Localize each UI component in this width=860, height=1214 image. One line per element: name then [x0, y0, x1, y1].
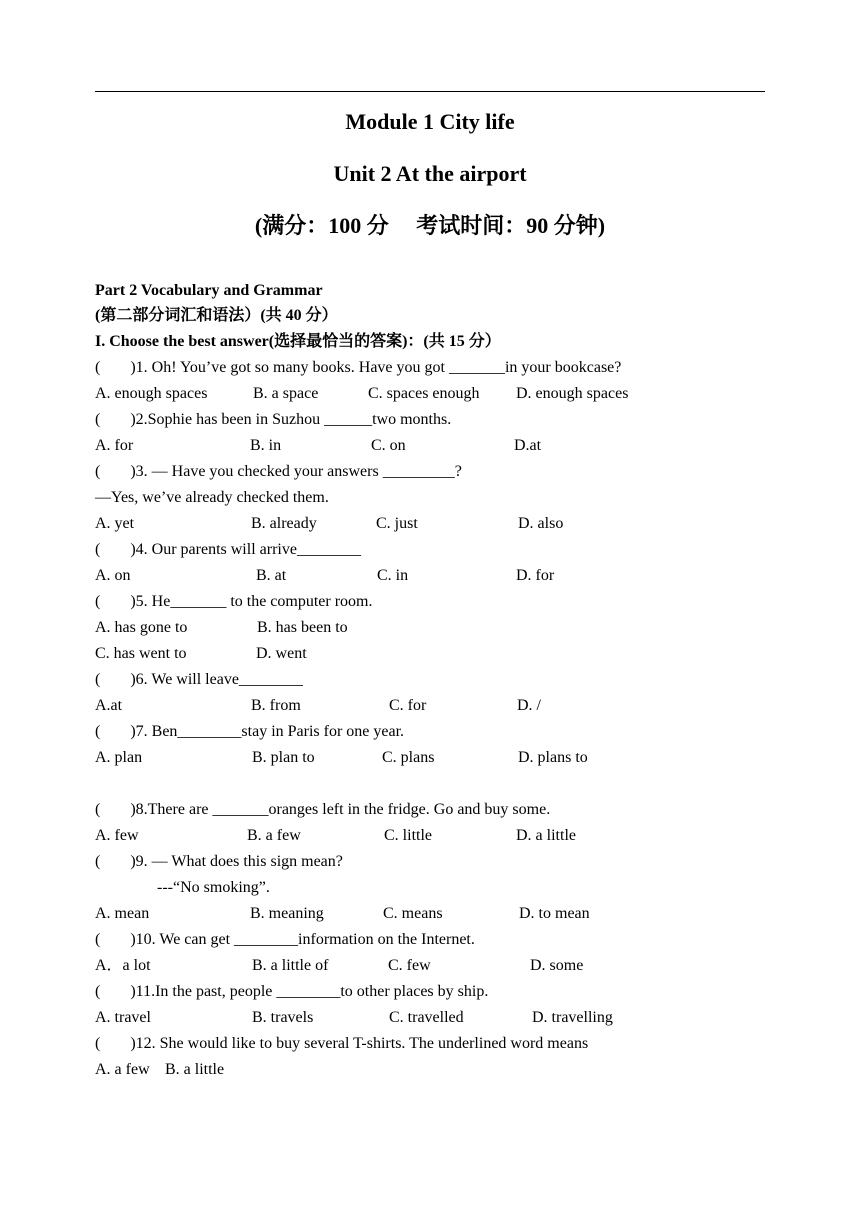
q5-option-c[interactable]: C. has went to	[95, 645, 187, 662]
q10-option-d[interactable]: D. some	[530, 957, 584, 974]
q11-option-c[interactable]: C. travelled	[389, 1009, 464, 1026]
q1-option-b[interactable]: B. a space	[253, 385, 319, 402]
q11-option-a[interactable]: A. travel	[95, 1009, 151, 1026]
q7-option-d[interactable]: D. plans to	[518, 749, 588, 766]
q1-option-c[interactable]: C. spaces enough	[368, 385, 480, 402]
q1-option-d[interactable]: D. enough spaces	[516, 385, 629, 402]
q6-option-d[interactable]: D. /	[517, 697, 541, 714]
q8-option-b[interactable]: B. a few	[247, 827, 301, 844]
q2-option-d[interactable]: D.at	[514, 437, 542, 454]
q9-option-c[interactable]: C. means	[383, 905, 443, 922]
q6-option-c[interactable]: C. for	[389, 697, 427, 714]
q10-option-c[interactable]: C. few	[388, 957, 431, 974]
q9-option-b[interactable]: B. meaning	[250, 905, 324, 922]
q12-option-a[interactable]: A. a few	[95, 1061, 150, 1078]
question-9: ( )9. — What does this sign mean?	[95, 853, 343, 870]
q9-reply: ---“No smoking”.	[157, 879, 270, 896]
question-6: ( )6. We will leave________	[95, 671, 303, 688]
q6-option-a[interactable]: A.at	[95, 697, 123, 714]
question-5: ( )5. He_______ to the computer room.	[95, 593, 373, 610]
q5-option-b[interactable]: B. has been to	[257, 619, 348, 636]
q4-option-c[interactable]: C. in	[377, 567, 409, 584]
q3-reply: —Yes, we’ve already checked them.	[95, 489, 329, 506]
q2-option-c[interactable]: C. on	[371, 437, 406, 454]
q10-option-a[interactable]: A．a lot	[95, 957, 151, 974]
q4-option-b[interactable]: B. at	[256, 567, 287, 584]
q3-option-b[interactable]: B. already	[251, 515, 317, 532]
q2-option-b[interactable]: B. in	[250, 437, 282, 454]
q8-option-a[interactable]: A. few	[95, 827, 139, 844]
q3-option-c[interactable]: C. just	[376, 515, 418, 532]
q7-option-a[interactable]: A. plan	[95, 749, 143, 766]
question-7: ( )7. Ben________stay in Paris for one year.	[95, 723, 405, 740]
question-4: ( )4. Our parents will arrive________	[95, 541, 361, 558]
question-8: ( )8.There are _______oranges left in the fridge. Go and buy some.	[95, 801, 551, 818]
q3-option-d[interactable]: D. also	[518, 515, 564, 532]
part-title: Part 2 Vocabulary and Grammar	[95, 282, 323, 299]
q12-option-b[interactable]: B. a little	[165, 1061, 225, 1078]
q2-option-a[interactable]: A. for	[95, 437, 134, 454]
q4-option-a[interactable]: A. on	[95, 567, 131, 584]
q8-option-d[interactable]: D. a little	[516, 827, 576, 844]
q11-option-d[interactable]: D. travelling	[532, 1009, 613, 1026]
q7-option-b[interactable]: B. plan to	[252, 749, 315, 766]
q6-option-b[interactable]: B. from	[251, 697, 301, 714]
q7-option-c[interactable]: C. plans	[382, 749, 435, 766]
part-subtitle: (第二部分词汇和语法）(共 40 分）	[95, 307, 338, 324]
question-2: ( )2.Sophie has been in Suzhou ______two months.	[95, 411, 452, 428]
header-rule	[95, 91, 765, 92]
q5-option-a[interactable]: A. has gone to	[95, 619, 188, 636]
q11-option-b[interactable]: B. travels	[252, 1009, 314, 1026]
q8-option-c[interactable]: C. little	[384, 827, 432, 844]
doc-title: Module 1 City life	[345, 109, 515, 134]
question-3: ( )3. — Have you checked your answers _________?	[95, 463, 462, 480]
q9-option-a[interactable]: A. mean	[95, 905, 150, 922]
question-12: ( )12. She would like to buy several T-shirts. The underlined word means	[95, 1035, 589, 1052]
q4-option-d[interactable]: D. for	[516, 567, 555, 584]
q3-option-a[interactable]: A. yet	[95, 515, 135, 532]
score-info: (满分：100 分 考试时间：90 分钟)	[254, 213, 606, 238]
section-heading: I. Choose the best answer(选择最恰当的答案)：(共 15 分）	[95, 333, 501, 350]
question-10: ( )10. We can get ________information on the Internet.	[95, 931, 475, 948]
q9-option-d[interactable]: D. to mean	[519, 905, 590, 922]
question-1: ( )1. Oh! You’ve got so many books. Have you got _______in your bookcase?	[95, 359, 622, 376]
q10-option-b[interactable]: B. a little of	[252, 957, 329, 974]
doc-subtitle: Unit 2 At the airport	[333, 161, 527, 186]
q5-option-d[interactable]: D. went	[256, 645, 307, 662]
q1-option-a[interactable]: A. enough spaces	[95, 385, 208, 402]
question-11: ( )11.In the past, people ________to other places by ship.	[95, 983, 489, 1000]
